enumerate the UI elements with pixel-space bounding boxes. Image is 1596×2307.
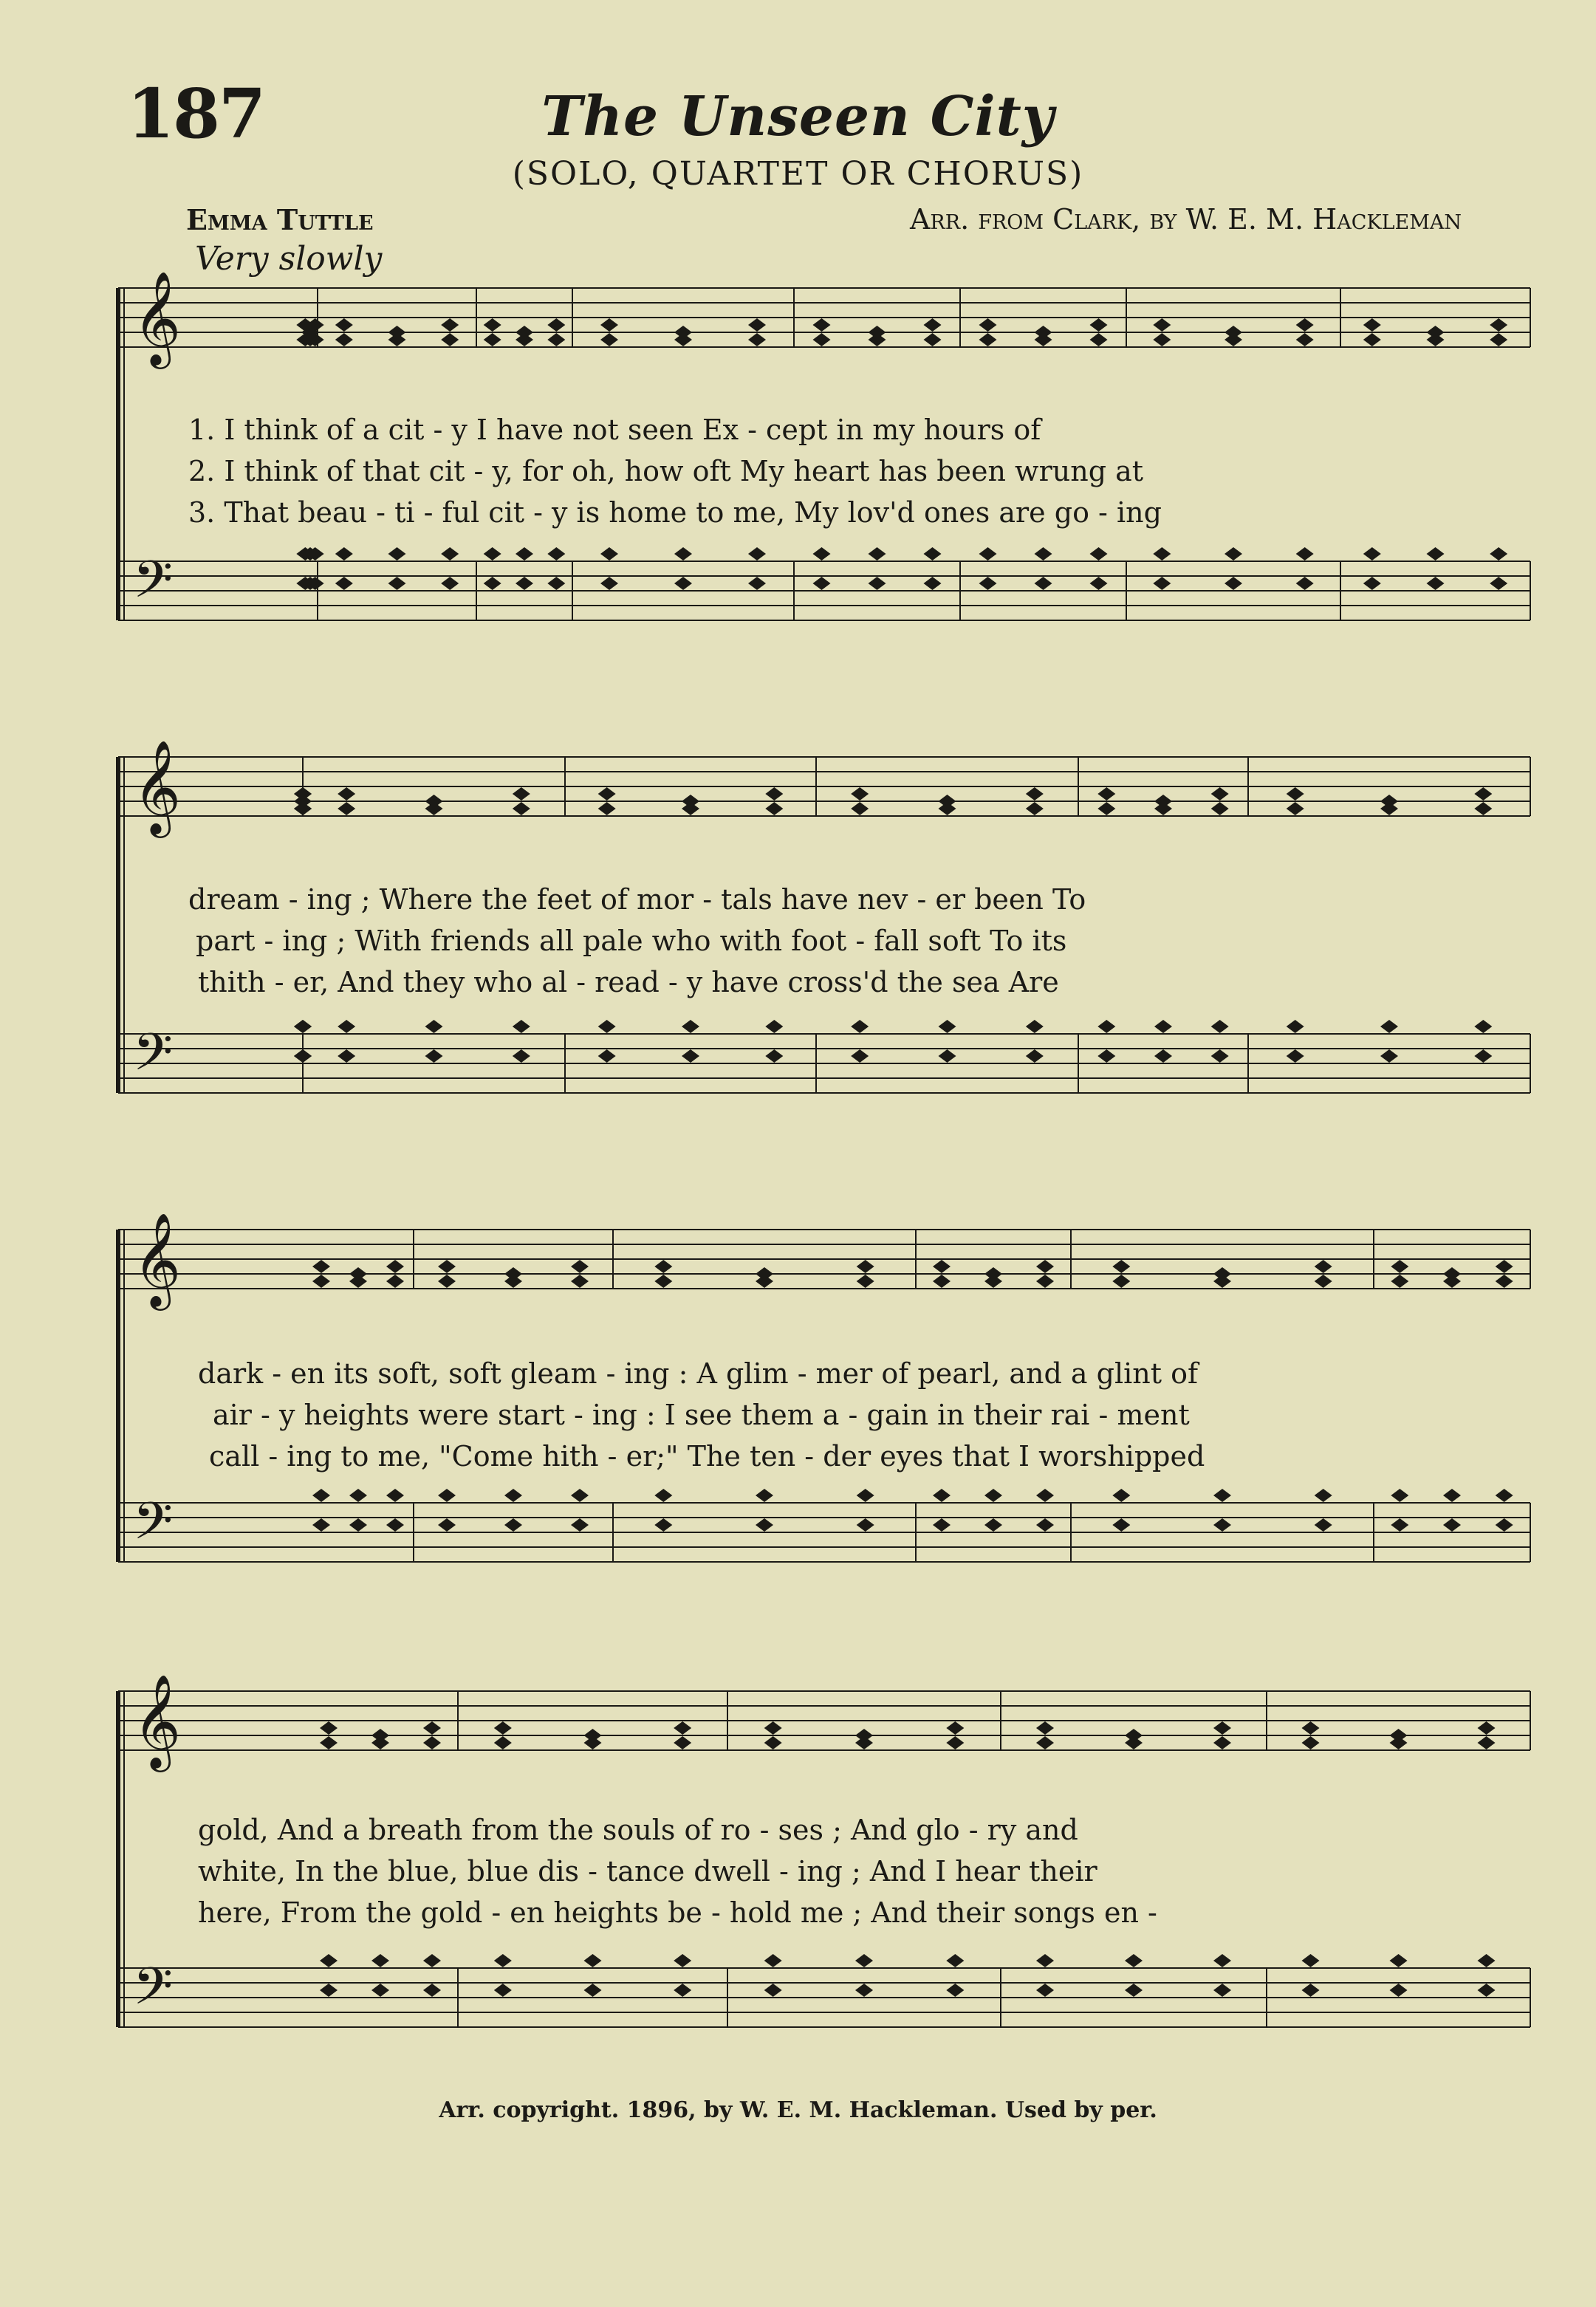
bass-note — [756, 1518, 773, 1532]
tenor-note — [939, 1020, 956, 1033]
alto-note — [984, 1275, 1002, 1288]
bass-note — [504, 1518, 522, 1532]
bass-note — [674, 1984, 691, 1997]
music-credit: Arr. from Clark, by W. E. M. Hackleman — [909, 203, 1462, 236]
tenor-note — [1153, 547, 1171, 561]
alto-note — [1380, 802, 1398, 815]
tenor-note — [1363, 547, 1381, 561]
bass-note — [674, 577, 692, 590]
tenor-note — [335, 547, 353, 561]
alto-note — [1363, 333, 1381, 346]
bass-note — [484, 577, 501, 590]
soprano-note — [851, 787, 869, 801]
tenor-note — [504, 1489, 522, 1502]
soprano-note — [441, 318, 459, 332]
bass-note — [335, 577, 353, 590]
bass-note — [1125, 1984, 1143, 1997]
soprano-note — [294, 787, 312, 801]
tenor-note — [1478, 1954, 1496, 1967]
alto-note — [674, 1736, 691, 1749]
tenor-note — [979, 547, 997, 561]
lyric-line: dream - ing ; Where the feet of mor - tals have nev - er been To — [188, 883, 1086, 916]
tenor-note — [1474, 1020, 1492, 1033]
treble-clef-icon: 𝄞 — [133, 270, 182, 365]
bass-note — [584, 1984, 602, 1997]
bass-note — [1154, 1049, 1172, 1063]
tenor-note — [756, 1489, 773, 1502]
lyric-line: call - ing to me, "Come hith - er;" The ten - der eyes that I worshipped — [209, 1440, 1205, 1473]
soprano-note — [571, 1260, 589, 1273]
soprano-note — [320, 1721, 338, 1735]
alto-note — [1213, 1275, 1231, 1288]
tenor-note — [1380, 1020, 1398, 1033]
bass-note — [764, 1984, 782, 1997]
bass-note — [423, 1984, 441, 1997]
alto-note — [513, 802, 530, 815]
alto-note — [1443, 1275, 1461, 1288]
tenor-note — [764, 1954, 782, 1967]
tenor-note — [438, 1489, 456, 1502]
tenor-note — [1315, 1489, 1332, 1502]
bass-note — [1097, 1049, 1115, 1063]
alto-note — [1478, 1736, 1496, 1749]
alto-note — [654, 1275, 672, 1288]
tenor-note — [946, 1954, 964, 1967]
bass-note — [933, 1518, 951, 1532]
tenor-note — [584, 1954, 602, 1967]
alto-note — [1112, 1275, 1130, 1288]
alto-note — [600, 333, 618, 346]
tenor-note — [513, 1020, 530, 1033]
bass-note — [869, 577, 886, 590]
tenor-note — [682, 1020, 699, 1033]
soprano-note — [335, 318, 353, 332]
tenor-note — [1213, 1954, 1231, 1967]
tenor-note — [516, 547, 533, 561]
soprano-note — [1478, 1721, 1496, 1735]
lyric-line: 3. That beau - ti - ful cit - y is home to me, My lov'd ones are go - ing — [188, 496, 1162, 529]
bass-note — [924, 577, 942, 590]
bass-note — [1443, 1518, 1461, 1532]
soprano-note — [946, 1721, 964, 1735]
bass-note — [1287, 1049, 1304, 1063]
tenor-note — [1213, 1489, 1231, 1502]
alto-note — [425, 802, 443, 815]
tenor-note — [1296, 547, 1314, 561]
soprano-note — [1287, 787, 1304, 801]
alto-note — [939, 802, 956, 815]
bass-note — [939, 1049, 956, 1063]
soprano-note — [1296, 318, 1314, 332]
soprano-note — [1112, 1260, 1130, 1273]
soprano-note — [338, 787, 355, 801]
alto-note — [1036, 1736, 1054, 1749]
alto-note — [1036, 1275, 1054, 1288]
alto-note — [1026, 802, 1044, 815]
alto-note — [1035, 333, 1052, 346]
soprano-note — [924, 318, 942, 332]
bass-note — [1427, 577, 1445, 590]
alto-note — [1225, 333, 1242, 346]
tenor-note — [484, 547, 501, 561]
tenor-note — [423, 1954, 441, 1967]
bass-note — [349, 1518, 367, 1532]
bass-note — [1390, 1984, 1408, 1997]
soprano-note — [1211, 787, 1229, 801]
alto-note — [338, 802, 355, 815]
tenor-note — [1225, 547, 1242, 561]
alto-note — [946, 1736, 964, 1749]
alto-note — [312, 1275, 330, 1288]
bass-note — [979, 577, 997, 590]
lyric-line: thith - er, And they who al - read - y have cross'd the sea Are — [198, 966, 1059, 998]
alto-note — [748, 333, 766, 346]
bass-note — [1478, 1984, 1496, 1997]
tenor-note — [312, 1489, 330, 1502]
alto-note — [1211, 802, 1229, 815]
tempo-marking: Very slowly — [195, 240, 383, 278]
bass-note — [1026, 1049, 1044, 1063]
tenor-note — [349, 1489, 367, 1502]
alto-note — [1296, 333, 1314, 346]
words-credit: Emma Tuttle — [186, 203, 374, 236]
bass-note — [547, 577, 565, 590]
soprano-note — [1153, 318, 1171, 332]
alto-note — [371, 1736, 389, 1749]
tenor-note — [984, 1489, 1002, 1502]
tenor-note — [338, 1020, 355, 1033]
alto-note — [349, 1275, 367, 1288]
soprano-note — [547, 318, 565, 332]
tenor-note — [1287, 1020, 1304, 1033]
bass-note — [654, 1518, 672, 1532]
treble-clef-icon: 𝄞 — [133, 739, 182, 834]
soprano-note — [748, 318, 766, 332]
bass-note — [1391, 1518, 1408, 1532]
soprano-note — [312, 1260, 330, 1273]
bass-note — [946, 1984, 964, 1997]
soprano-note — [438, 1260, 456, 1273]
alto-note — [484, 333, 501, 346]
bass-note — [851, 1049, 869, 1063]
tenor-note — [388, 547, 406, 561]
tenor-note — [1035, 547, 1052, 561]
soprano-note — [857, 1260, 874, 1273]
soprano-note — [513, 787, 530, 801]
soprano-note — [933, 1260, 951, 1273]
alto-note — [388, 333, 406, 346]
tenor-note — [1427, 547, 1445, 561]
tenor-note — [855, 1954, 873, 1967]
lyric-line: air - y heights were start - ing : I see them a - gain in their rai - ment — [213, 1399, 1190, 1431]
alto-note — [423, 1736, 441, 1749]
alto-note — [674, 333, 692, 346]
bass-clef-icon: 𝄢 — [133, 1956, 174, 2029]
lyric-line: here, From the gold - en heights be - hold me ; And their songs en - — [198, 1896, 1157, 1929]
bass-note — [748, 577, 766, 590]
copyright-footer: Arr. copyright. 1896, by W. E. M. Hackleman. Used by per. — [439, 2097, 1157, 2123]
bass-note — [338, 1049, 355, 1063]
bass-note — [1036, 1518, 1054, 1532]
tenor-note — [571, 1489, 589, 1502]
tenor-note — [1036, 1489, 1054, 1502]
tenor-note — [386, 1489, 404, 1502]
alto-note — [855, 1736, 873, 1749]
tenor-note — [547, 547, 565, 561]
soprano-note — [1302, 1721, 1320, 1735]
bass-note — [312, 1518, 330, 1532]
bass-note — [513, 1049, 530, 1063]
bass-note — [857, 1518, 874, 1532]
alto-note — [1097, 802, 1115, 815]
alto-note — [571, 1275, 589, 1288]
alto-note — [320, 1736, 338, 1749]
alto-note — [438, 1275, 456, 1288]
alto-note — [857, 1275, 874, 1288]
alto-note — [1125, 1736, 1143, 1749]
alto-note — [1474, 802, 1492, 815]
tenor-note — [857, 1489, 874, 1502]
tenor-note — [371, 1954, 389, 1967]
bass-note — [1302, 1984, 1320, 1997]
bass-note — [371, 1984, 389, 1997]
bass-note — [765, 1049, 783, 1063]
tenor-note — [1496, 1489, 1513, 1502]
alto-note — [516, 333, 533, 346]
soprano-note — [765, 787, 783, 801]
bass-note — [1153, 577, 1171, 590]
bass-note — [1474, 1049, 1492, 1063]
tenor-note — [600, 547, 618, 561]
tenor-note — [1026, 1020, 1044, 1033]
soprano-note — [598, 787, 616, 801]
bass-note — [1090, 577, 1108, 590]
bass-note — [984, 1518, 1002, 1532]
bass-note — [855, 1984, 873, 1997]
soprano-note — [979, 318, 997, 332]
alto-note — [764, 1736, 782, 1749]
soprano-note — [813, 318, 831, 332]
bass-note — [438, 1518, 456, 1532]
bass-clef-icon: 𝄢 — [133, 549, 174, 622]
bass-note — [1112, 1518, 1130, 1532]
soprano-note — [1474, 787, 1492, 801]
alto-note — [869, 333, 886, 346]
alto-note — [1302, 1736, 1320, 1749]
lyric-line: dark - en its soft, soft gleam - ing : A glim - mer of pearl, and a glint of — [198, 1357, 1199, 1390]
tenor-note — [933, 1489, 951, 1502]
tenor-note — [1211, 1020, 1229, 1033]
lyric-line: 2. I think of that cit - y, for oh, how oft My heart has been wrung at — [188, 455, 1144, 487]
tenor-note — [1391, 1489, 1408, 1502]
soprano-note — [1363, 318, 1381, 332]
bass-note — [388, 577, 406, 590]
tenor-note — [1125, 1954, 1143, 1967]
alto-note — [547, 333, 565, 346]
alto-note — [924, 333, 942, 346]
bass-note — [494, 1984, 512, 1997]
alto-note — [386, 1275, 404, 1288]
bass-note — [1315, 1518, 1332, 1532]
tenor-note — [294, 1020, 312, 1033]
bass-note — [1211, 1049, 1229, 1063]
bass-note — [1490, 577, 1507, 590]
tenor-note — [674, 1954, 691, 1967]
alto-note — [504, 1275, 522, 1288]
tenor-note — [598, 1020, 616, 1033]
bass-note — [516, 577, 533, 590]
hymn-subtitle: (SOLO, QUARTET OR CHORUS) — [512, 155, 1084, 193]
tenor-note — [1302, 1954, 1320, 1967]
tenor-note — [1490, 547, 1507, 561]
tenor-note — [425, 1020, 443, 1033]
lyric-line: gold, And a breath from the souls of ro - ses ; And glo - ry and — [198, 1814, 1078, 1846]
bass-note — [294, 1049, 312, 1063]
bass-note — [386, 1518, 404, 1532]
alto-note — [851, 802, 869, 815]
bass-note — [425, 1049, 443, 1063]
alto-note — [1315, 1275, 1332, 1288]
tenor-note — [654, 1489, 672, 1502]
alto-note — [494, 1736, 512, 1749]
bass-clef-icon: 𝄢 — [133, 1022, 174, 1094]
soprano-note — [494, 1721, 512, 1735]
bass-clef-icon: 𝄢 — [133, 1491, 174, 1563]
alto-note — [584, 1736, 602, 1749]
soprano-note — [1391, 1260, 1408, 1273]
soprano-note — [484, 318, 501, 332]
alto-note — [598, 802, 616, 815]
tenor-note — [1443, 1489, 1461, 1502]
alto-note — [933, 1275, 951, 1288]
alto-note — [979, 333, 997, 346]
lyric-line: part - ing ; With friends all pale who with foot - fall soft To its — [196, 925, 1067, 957]
soprano-note — [1490, 318, 1507, 332]
soprano-note — [1036, 1260, 1054, 1273]
alto-note — [335, 333, 353, 346]
soprano-note — [423, 1721, 441, 1735]
tenor-note — [869, 547, 886, 561]
soprano-note — [1036, 1721, 1054, 1735]
alto-note — [1153, 333, 1171, 346]
tenor-note — [748, 547, 766, 561]
tenor-note — [674, 547, 692, 561]
soprano-note — [1496, 1260, 1513, 1273]
tenor-note — [1390, 1954, 1408, 1967]
tenor-note — [494, 1954, 512, 1967]
alto-note — [1213, 1736, 1231, 1749]
bass-note — [1213, 1984, 1231, 1997]
bass-note — [813, 577, 831, 590]
tenor-note — [441, 547, 459, 561]
alto-note — [813, 333, 831, 346]
soprano-note — [654, 1260, 672, 1273]
soprano-note — [674, 1721, 691, 1735]
soprano-note — [386, 1260, 404, 1273]
bass-note — [600, 577, 618, 590]
bass-note — [1225, 577, 1242, 590]
alto-note — [441, 333, 459, 346]
bass-note — [1496, 1518, 1513, 1532]
bass-note — [1363, 577, 1381, 590]
tenor-note — [1112, 1489, 1130, 1502]
bass-note — [1380, 1049, 1398, 1063]
alto-note — [1390, 1736, 1408, 1749]
alto-note — [1427, 333, 1445, 346]
soprano-note — [1090, 318, 1108, 332]
alto-note — [1090, 333, 1108, 346]
bass-note — [1036, 1984, 1054, 1997]
tenor-note — [320, 1954, 338, 1967]
bass-note — [1296, 577, 1314, 590]
tenor-note — [1154, 1020, 1172, 1033]
alto-note — [756, 1275, 773, 1288]
hymn-number: 187 — [127, 74, 265, 154]
alto-note — [1154, 802, 1172, 815]
hymn-title: The Unseen City — [541, 85, 1055, 148]
alto-note — [294, 802, 312, 815]
treble-clef-icon: 𝄞 — [133, 1673, 182, 1768]
soprano-note — [1097, 787, 1115, 801]
alto-note — [682, 802, 699, 815]
soprano-note — [1213, 1721, 1231, 1735]
bass-note — [571, 1518, 589, 1532]
lyric-line: white, In the blue, blue dis - tance dwell - ing ; And I hear their — [198, 1855, 1097, 1888]
tenor-note — [924, 547, 942, 561]
soprano-note — [600, 318, 618, 332]
tenor-note — [1036, 1954, 1054, 1967]
alto-note — [1287, 802, 1304, 815]
bass-note — [441, 577, 459, 590]
bass-note — [598, 1049, 616, 1063]
alto-note — [1496, 1275, 1513, 1288]
bass-note — [1035, 577, 1052, 590]
tenor-note — [813, 547, 831, 561]
tenor-note — [1097, 1020, 1115, 1033]
lyric-line: 1. I think of a cit - y I have not seen Ex - cept in my hours of — [188, 414, 1041, 446]
tenor-note — [765, 1020, 783, 1033]
alto-note — [1490, 333, 1507, 346]
treble-clef-icon: 𝄞 — [133, 1212, 182, 1306]
tenor-note — [851, 1020, 869, 1033]
soprano-note — [764, 1721, 782, 1735]
soprano-note — [1315, 1260, 1332, 1273]
alto-note — [765, 802, 783, 815]
bass-note — [320, 1984, 338, 1997]
bass-note — [682, 1049, 699, 1063]
bass-note — [1213, 1518, 1231, 1532]
soprano-note — [1026, 787, 1044, 801]
alto-note — [1391, 1275, 1408, 1288]
tenor-note — [1090, 547, 1108, 561]
